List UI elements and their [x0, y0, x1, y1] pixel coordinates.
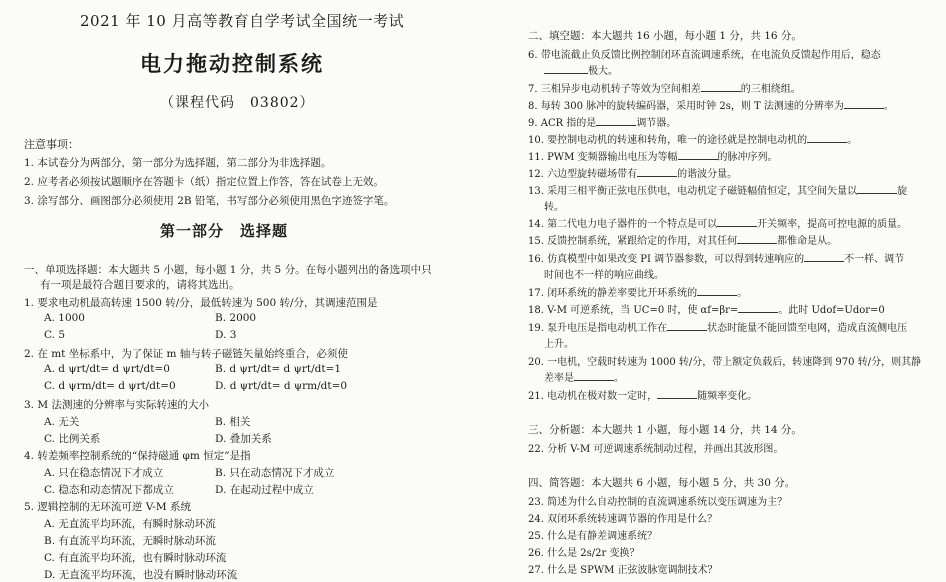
- fill-question: 8. 每转 300 脉冲的旋转编码器，采用时钟 2s，则 T 法测速的分辨率为 。: [528, 97, 894, 112]
- part-one-title: 第一部分 选择题: [160, 222, 289, 240]
- option-d: D. 无直流平均环流，也没有瞬时脉动环流: [44, 569, 238, 581]
- short-section-title: 四、简答题：本大题共 6 小题，每小题 5 分，共 30 分。: [528, 477, 796, 489]
- fill-question-cont: 上升。: [544, 339, 574, 350]
- exam-header-line: 2021 年 10 月高等教育自学考试全国统一考试: [80, 12, 405, 30]
- option-a: A. d ψrt/dt= d ψrt/dt=0: [44, 363, 170, 375]
- course-code: （课程代码 03802）: [160, 95, 315, 111]
- section-one-line1: 一、单项选择题：本大题共 5 小题，每小题 1 分，共 5 分。在每小题列出的备选项中只: [24, 264, 432, 276]
- short-question: 23. 简述为什么自动控制的直流调速系统以变压调速为主？: [528, 497, 788, 508]
- option-c: C. 稳态和动态情况下都成立: [44, 484, 174, 496]
- option-c: C. d ψrm/dt= d ψrt/dt=0: [44, 380, 176, 392]
- analysis-section-title: 三、分析题：本大题共 1 小题，每小题 14 分，共 14 分。: [528, 424, 802, 436]
- notice-item: 3. 涂写部分、画图部分必须使用 2B 铅笔，书写部分必须使用黑色字迹签字笔。: [24, 195, 395, 207]
- fill-question-cont: 转。: [544, 202, 564, 213]
- course-title: 电力拖动控制系统: [140, 52, 324, 76]
- notice-title: 注意事项：: [24, 138, 79, 151]
- question-stem: 5. 逻辑控制的无环流可逆 V-M 系统: [24, 501, 191, 513]
- option-a: A. 1000: [44, 312, 85, 324]
- option-a: A. 只在稳态情况下才成立: [44, 467, 164, 479]
- fill-question: 11. PWM 变频器输出电压为等幅 的脉冲序列。: [528, 148, 778, 163]
- option-b: B. 有直流平均环流，无瞬时脉动环流: [44, 535, 216, 547]
- question-stem: 4. 转差频率控制系统的“保持磁通 φm 恒定”是指: [24, 450, 251, 462]
- fill-question: 16. 仿真模型中如果改变 PI 调节器参数，可以得到转速响应的 不一样、调节: [528, 250, 904, 265]
- option-b: B. 只在动态情况下才成立: [215, 467, 335, 479]
- fill-question: 12. 六边型旋转磁场带有 的谐波分量。: [528, 165, 737, 180]
- notice-item: 1. 本试卷分为两部分，第一部分为选择题，第二部分为非选择题。: [24, 157, 332, 169]
- option-a: A. 无关: [44, 416, 80, 428]
- fill-question: 20. 一电机，空载时转速为 1000 转/分，带上额定负载后，转速降到 970 转/分，则其静: [528, 357, 922, 368]
- fill-question: 14. 第二代电力电子器件的一个特点是可以 开关频率，提高可控电源的质量。: [528, 215, 907, 230]
- short-question: 25. 什么是有静差调速系统？: [528, 531, 658, 542]
- option-c: C. 5: [44, 329, 66, 341]
- option-d: D. 叠加关系: [215, 433, 272, 445]
- option-a: A. 无直流平均环流，有瞬时脉动环流: [44, 518, 216, 530]
- fill-question: 13. 采用三相平衡正弦电压供电，电动机定子磁链幅值恒定，其空间矢量以 旋: [528, 182, 907, 197]
- section-one-line2: 有一项是最符合题目要求的，请将其选出。: [40, 279, 240, 291]
- fill-question: 9. ACR 指的是 调节器。: [528, 114, 676, 129]
- question-stem: 3. M 法测速的分辨率与实际转速的大小: [24, 399, 209, 411]
- fill-question: 18. V-M 可逆系统，当 UC=0 时，使 αf=βr= 。此时 Udof=Udor=0: [528, 301, 885, 316]
- fill-question: 17. 闭环系统的静差率要比开环系统的 。: [528, 284, 747, 299]
- option-d: D. 在起动过程中成立: [215, 484, 314, 496]
- option-b: B. d ψrt/dt= d ψrt/dt=1: [215, 363, 342, 375]
- fill-question: 21. 电动机在极对数一定时， 随频率变化。: [528, 387, 757, 402]
- fill-question: 15. 反馈控制系统，紧跟给定的作用，对其任何 都惟命是从。: [528, 232, 837, 247]
- option-c: C. 有直流平均环流，也有瞬时脉动环流: [44, 552, 227, 564]
- fill-question: 19. 泵升电压是指电动机工作在 状态时能量不能回馈至电网，造成直流侧电压: [528, 319, 907, 334]
- fill-question: 6. 带电流截止负反馈比例控制闭环直流调速系统，在电流负反馈起作用后，稳态: [528, 50, 881, 61]
- fill-question-cont: 时间也不一样的响应曲线。: [544, 270, 664, 281]
- fill-question-cont: 差率是 。: [544, 369, 624, 384]
- option-d: D. d ψrt/dt= d ψrm/dt=0: [215, 380, 348, 392]
- fill-question: 7. 三相异步电动机转子等效为空间相差 的三相绕组。: [528, 80, 801, 95]
- fill-question-cont: 极大。: [544, 62, 618, 77]
- analysis-question: 22. 分析 V-M 可逆调速系统制动过程，并画出其波形图。: [528, 444, 784, 455]
- fill-section-title: 二、填空题：本大题共 16 小题，每小题 1 分，共 16 分。: [528, 30, 802, 42]
- option-c: C. 比例关系: [44, 433, 101, 445]
- notice-item: 2. 应考者必须按试题顺序在答题卡（纸）指定位置上作答，答在试卷上无效。: [24, 176, 384, 188]
- option-d: D. 3: [215, 329, 237, 341]
- fill-question: 10. 要控制电动机的转速和转角，唯一的途径就是控制电动机的 。: [528, 131, 857, 146]
- short-question: 27. 什么是 SPWM 正弦波脉宽调制技术？: [528, 565, 718, 576]
- short-question: 26. 什么是 2s/2r 变换？: [528, 548, 640, 559]
- option-b: B. 2000: [215, 312, 257, 324]
- short-question: 24. 双闭环系统转速调节器的作用是什么？: [528, 514, 718, 525]
- question-stem: 2. 在 mt 坐标系中，为了保证 m 轴与转子磁链矢量始终重合，必须使: [24, 348, 348, 360]
- option-b: B. 相关: [215, 416, 251, 428]
- question-stem: 1. 要求电动机最高转速 1500 转/分，最低转速为 500 转/分，其调速范围是: [24, 297, 378, 309]
